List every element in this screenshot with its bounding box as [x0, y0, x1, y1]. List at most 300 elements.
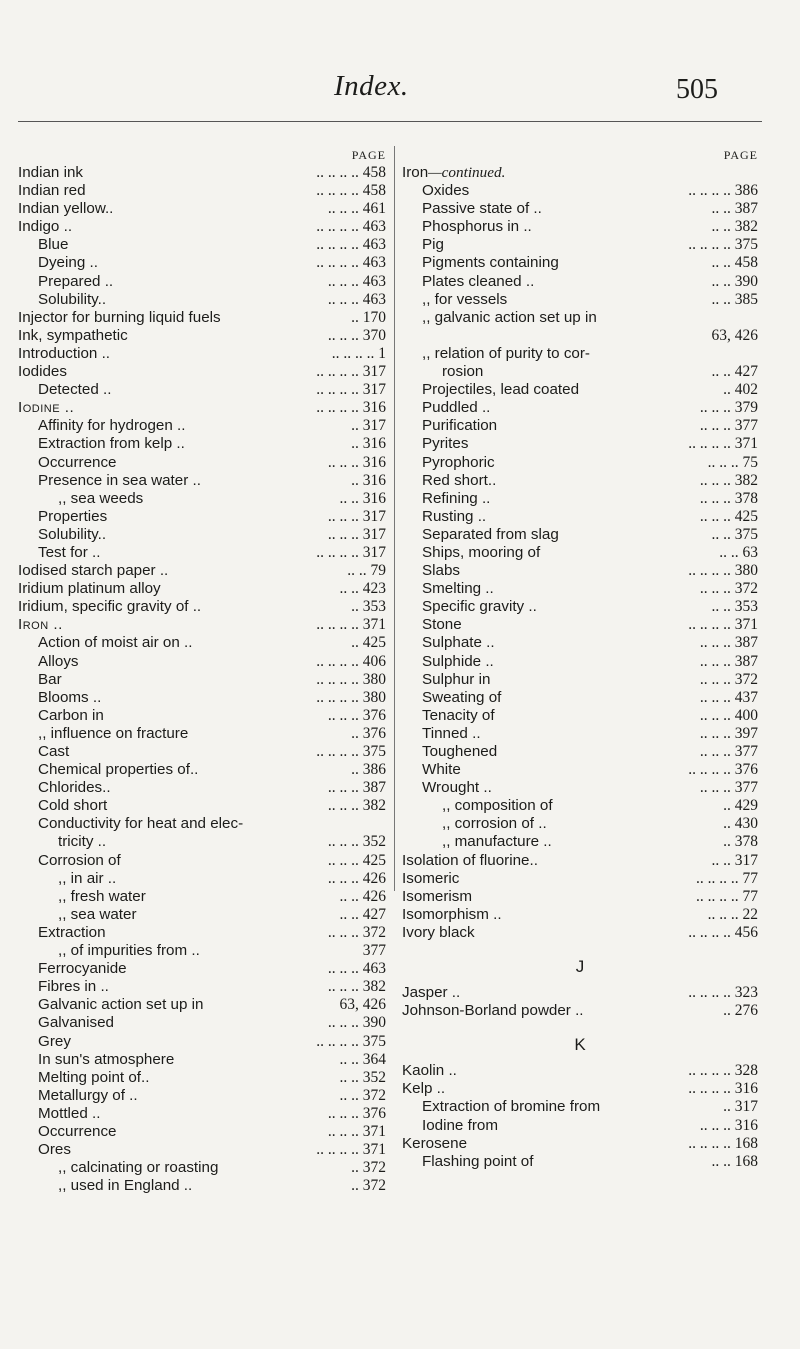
index-entry [402, 309, 758, 327]
index-entry [18, 381, 386, 399]
index-entry [402, 472, 758, 490]
entry-term: ,, corrosion of .. [442, 815, 547, 833]
entry-term: ,, galvanic action set up in [422, 308, 597, 326]
index-entry [18, 454, 386, 472]
entry-term: Properties [38, 507, 108, 525]
section-letter-k: K [574, 1035, 586, 1055]
index-entry [402, 1062, 758, 1080]
index-entry [18, 200, 386, 218]
index-entry [18, 653, 386, 671]
entry-pages: .. .. .. .. 1 [331, 344, 386, 362]
index-column-left [18, 146, 386, 1195]
entry-term: Indian ink [18, 164, 84, 181]
entry-pages: .. 170 [351, 308, 386, 326]
index-entry [18, 291, 386, 309]
entry-pages: .. .. .. 75 [707, 453, 758, 471]
index-entry [402, 797, 758, 815]
entry-pages: .. .. .. 426 [327, 869, 386, 887]
index-entry [18, 417, 386, 435]
entry-term: Refining .. [422, 489, 491, 507]
entry-pages: .. .. .. .. 386 [688, 182, 758, 200]
entry-pages: .. 316 [351, 471, 386, 489]
entry-pages: .. 317 [723, 1098, 758, 1116]
entry-term: Puddled .. [422, 399, 491, 417]
index-entry [18, 1159, 386, 1177]
entry-pages: .. .. 317 [711, 851, 758, 869]
entry-pages: .. .. .. 377 [699, 743, 758, 760]
entry-term: ,, manufacture .. [442, 833, 552, 851]
entry-pages: .. .. .. 371 [327, 1122, 386, 1140]
entry-term: Action of moist air on .. [38, 634, 193, 652]
entry-term: Affinity for hydrogen .. [38, 417, 186, 435]
entry-term: Occurrence [38, 453, 117, 471]
entry-pages: 377 [362, 942, 386, 960]
entry-term: ,, influence on fracture [38, 724, 189, 742]
entry-pages: .. .. 375 [711, 525, 758, 543]
entry-term: Grey [38, 1032, 71, 1050]
entry-pages: .. 372 [351, 1177, 386, 1195]
entry-term: Iodine .. [18, 399, 75, 417]
entry-pages: .. .. .. .. 316 [316, 399, 386, 417]
entry-term: Phosphorus in .. [422, 218, 532, 236]
index-entry [402, 725, 758, 743]
header-rule [18, 121, 762, 122]
entry-term: Pyrophoric [422, 453, 495, 471]
entry-term: Ferrocyanide [38, 960, 127, 978]
index-entry [402, 417, 758, 435]
entry-term: Tinned .. [422, 724, 481, 742]
entry-pages: .. .. .. 377 [699, 779, 758, 797]
entry-term: Plates cleaned .. [422, 272, 535, 290]
index-entry [402, 616, 758, 634]
index-entry [18, 508, 386, 526]
index-entry [18, 182, 386, 200]
index-entry [18, 761, 386, 779]
entry-term: Toughened [422, 743, 498, 760]
index-entry [18, 996, 386, 1014]
index-entry [402, 200, 758, 218]
section-letter-j: J [575, 957, 585, 977]
entry-pages: .. .. .. 317 [327, 525, 386, 543]
index-entry [18, 942, 386, 960]
index-entry [402, 671, 758, 689]
index-entry [402, 399, 758, 417]
entry-term: Smelting .. [422, 580, 494, 598]
entry-term: Injector for burning liquid fuels [18, 308, 221, 326]
entry-pages: .. .. .. .. 375 [316, 743, 386, 760]
page-column-label: PAGE [723, 148, 758, 162]
index-entry [402, 689, 758, 707]
entry-pages: .. .. .. 437 [699, 688, 758, 706]
entry-term: Blooms .. [38, 688, 102, 706]
index-entry [402, 779, 758, 797]
index-entry [402, 291, 758, 309]
entry-pages: .. 430 [723, 815, 758, 833]
index-entry [18, 1014, 386, 1032]
continued-note: —continued. [428, 164, 506, 181]
index-entry [402, 454, 758, 472]
entry-pages: .. 429 [723, 797, 758, 815]
index-entry [18, 218, 386, 236]
entry-pages: .. 372 [351, 1159, 386, 1177]
index-entry [402, 653, 758, 671]
index-entry [402, 435, 758, 453]
index-entry [18, 743, 386, 761]
left-entries [18, 164, 386, 1195]
entry-pages: .. .. .. 463 [327, 272, 386, 290]
entry-term: Rusting .. [422, 507, 487, 525]
index-entry [18, 598, 386, 616]
entry-pages: .. .. .. .. 317 [316, 543, 386, 561]
entry-pages: .. .. .. 425 [327, 851, 386, 869]
index-entry [402, 345, 758, 363]
entry-pages: .. .. .. .. 371 [688, 435, 758, 453]
entry-pages: .. .. .. .. 375 [688, 236, 758, 254]
entry-pages: .. .. .. .. 371 [316, 1141, 386, 1159]
index-entry [402, 815, 758, 833]
entry-term: ,, fresh water [58, 887, 146, 905]
entry-term: Sulphide .. [422, 652, 494, 670]
entry-term: Flashing point of [422, 1152, 534, 1170]
entry-pages: .. .. 427 [339, 905, 386, 923]
page-title: Index. [334, 70, 409, 102]
index-entry [402, 870, 758, 888]
entry-pages: .. 425 [351, 634, 386, 652]
entry-pages: .. .. .. 378 [699, 489, 758, 507]
entry-term: Mottled .. [38, 1104, 101, 1122]
entry-pages: .. .. .. .. 456 [688, 923, 758, 941]
index-entry [18, 490, 386, 508]
entry-term: Melting point of.. [38, 1068, 150, 1086]
index-entry [18, 363, 386, 381]
index-entry [18, 1069, 386, 1087]
index-entry [402, 1002, 758, 1020]
index-entry [402, 273, 758, 291]
right-entries-i [402, 182, 758, 942]
entry-term: Kelp .. [402, 1080, 446, 1098]
index-entry [402, 182, 758, 200]
index-entry [402, 508, 758, 526]
entry-pages: .. .. .. 463 [327, 960, 386, 978]
entry-pages: .. .. .. 376 [327, 706, 386, 724]
entry-pages: .. .. .. 316 [327, 453, 386, 471]
index-entry [402, 707, 758, 725]
entry-pages: .. .. 426 [339, 887, 386, 905]
entry-term: Red short.. [422, 471, 497, 489]
entry-term: Corrosion of [38, 851, 121, 869]
entry-pages: .. .. 427 [711, 363, 758, 381]
entry-pages: .. .. .. 317 [327, 507, 386, 525]
index-entry [18, 309, 386, 327]
entry-pages: .. .. .. 387 [699, 634, 758, 652]
running-head [0, 70, 800, 110]
index-entry [18, 273, 386, 291]
index-entry [402, 984, 758, 1002]
entry-pages: .. .. 353 [711, 598, 758, 616]
entry-term: Tenacity of [422, 706, 495, 724]
entry-term: Kaolin .. [402, 1062, 457, 1080]
entry-pages: .. .. .. .. 463 [316, 236, 386, 254]
entry-pages: .. .. .. 400 [699, 706, 758, 724]
index-entry [402, 833, 758, 851]
entry-pages: .. .. .. 316 [699, 1116, 758, 1134]
index-entry [18, 327, 386, 345]
index-entry [402, 562, 758, 580]
entry-pages: .. .. .. .. 323 [688, 984, 758, 1002]
entry-pages: .. 402 [723, 381, 758, 399]
entry-pages: .. .. .. 387 [699, 652, 758, 670]
entry-term: ,, composition of [442, 797, 553, 815]
entry-term: Detected .. [38, 381, 112, 399]
entry-pages: .. .. .. .. 371 [688, 616, 758, 634]
entry-pages: 63, 426 [339, 996, 386, 1014]
index-entry [18, 797, 386, 815]
page-column-label: PAGE [351, 148, 386, 162]
entry-pages: .. .. .. .. 371 [316, 616, 386, 634]
index-entry [18, 1087, 386, 1105]
entry-term: In sun's atmosphere [38, 1050, 175, 1068]
index-entry [402, 1080, 758, 1098]
entry-term: Stone [422, 616, 462, 634]
entry-pages: .. .. 390 [711, 272, 758, 290]
index-entry [402, 526, 758, 544]
index-entry [18, 1177, 386, 1195]
entry-pages: .. .. .. .. 316 [688, 1080, 758, 1098]
index-entry [18, 707, 386, 725]
index-entry [18, 544, 386, 562]
entry-term: Extraction from kelp .. [38, 435, 185, 453]
entry-term: Iridium platinum alloy [18, 580, 161, 598]
entry-term: Iodised starch paper .. [18, 562, 169, 580]
entry-term: Galvanic action set up in [38, 996, 204, 1014]
entry-pages: .. .. .. 425 [699, 507, 758, 525]
entry-term: ,, of impurities from .. [58, 942, 200, 960]
index-entry [18, 689, 386, 707]
index-entry [402, 743, 758, 761]
index-entry [402, 888, 758, 906]
index-entry [402, 1153, 758, 1171]
entry-term: Isomeric [402, 869, 460, 887]
entry-pages: .. .. .. 377 [699, 417, 758, 435]
entry-pages: .. .. .. 382 [327, 978, 386, 996]
index-entry [402, 598, 758, 616]
entry-pages: .. .. .. 372 [699, 670, 758, 688]
index-entry [18, 634, 386, 652]
entry-pages: .. .. .. .. 77 [696, 887, 758, 905]
entry-term: Isomerism [402, 887, 473, 905]
index-entry [18, 616, 386, 634]
entry-pages: .. .. .. .. 328 [688, 1062, 758, 1080]
entry-pages: 63, 426 [711, 326, 758, 344]
index-entry [18, 472, 386, 490]
entry-term: Carbon in [38, 706, 104, 724]
entry-term: Pyrites [422, 435, 469, 453]
index-entry [18, 345, 386, 363]
entry-term: Extraction [38, 923, 106, 941]
index-entry [18, 815, 386, 833]
entry-term: Introduction .. [18, 344, 111, 362]
index-entry [18, 254, 386, 272]
entry-term: Iron .. [18, 616, 63, 634]
page-number: 505 [676, 74, 718, 105]
entry-term: Blue [38, 236, 69, 254]
index-entry [18, 580, 386, 598]
entry-pages: .. 276 [723, 1002, 758, 1020]
entry-pages: .. .. .. .. 380 [688, 562, 758, 580]
entry-term: ,, calcinating or roasting [58, 1159, 219, 1177]
index-entry [402, 852, 758, 870]
entry-term: Separated from slag [422, 525, 559, 543]
entry-pages: .. .. .. .. 375 [316, 1032, 386, 1050]
index-entry [402, 381, 758, 399]
entry-pages: .. .. .. .. 406 [316, 652, 386, 670]
entry-term: Passive state of .. [422, 200, 542, 218]
entry-term: Ink, sympathetic [18, 326, 128, 344]
entry-term: Purification [422, 417, 498, 435]
entry-term: Dyeing .. [38, 254, 98, 272]
entry-pages: .. .. .. .. 376 [688, 761, 758, 779]
index-entry [402, 254, 758, 272]
entry-term: Chemical properties of.. [38, 761, 199, 779]
index-entry [18, 960, 386, 978]
entry-term: Wrought .. [422, 779, 492, 797]
entry-term: Projectiles, lead coated [422, 381, 580, 399]
entry-pages: .. 386 [351, 761, 386, 779]
entry-pages: .. 353 [351, 598, 386, 616]
entry-term: Ships, mooring of [422, 543, 541, 561]
entry-term: Indian red [18, 182, 86, 200]
index-entry [18, 435, 386, 453]
entry-term: Solubility.. [38, 525, 107, 543]
index-entry [18, 978, 386, 996]
entry-term: ,, sea weeds [58, 489, 144, 507]
entry-term: Jasper .. [402, 984, 461, 1002]
index-entry [402, 924, 758, 942]
index-entry [402, 1117, 758, 1135]
entry-pages: .. .. 79 [347, 562, 386, 580]
index-entry [18, 1141, 386, 1159]
entry-term: White [422, 761, 461, 779]
entry-pages: .. .. 168 [711, 1152, 758, 1170]
entry-pages: .. .. .. 397 [699, 724, 758, 742]
entry-pages: .. 316 [351, 435, 386, 453]
index-entry [18, 399, 386, 417]
entry-term: Slabs [422, 562, 460, 580]
entry-term: Iridium, specific gravity of .. [18, 598, 202, 616]
index-entry [18, 1051, 386, 1069]
entry-term: Ores [38, 1141, 71, 1159]
index-entry [402, 236, 758, 254]
right-entries-j [402, 984, 758, 1020]
entry-pages: .. .. 364 [339, 1050, 386, 1068]
entry-pages: .. .. .. .. 463 [316, 254, 386, 272]
entry-pages: .. .. .. 372 [327, 923, 386, 941]
entry-pages: .. .. .. .. 458 [316, 164, 386, 181]
index-entry [402, 363, 758, 381]
index-entry [18, 924, 386, 942]
index-entry [402, 906, 758, 924]
index-entry [18, 671, 386, 689]
entry-term: Sweating of [422, 688, 502, 706]
entry-pages: .. .. 63 [719, 543, 758, 561]
entry-pages: .. .. 423 [339, 580, 386, 598]
entry-pages: .. .. .. 382 [327, 797, 386, 815]
entry-term: Indian yellow.. [18, 200, 114, 218]
index-entry [402, 1135, 758, 1153]
index-entry [18, 236, 386, 254]
entry-pages: .. .. .. .. 380 [316, 688, 386, 706]
index-entry [18, 526, 386, 544]
entry-pages: .. .. .. 376 [327, 1104, 386, 1122]
entry-pages: .. .. .. 387 [327, 779, 386, 797]
index-entry [18, 164, 386, 182]
entry-term: tricity .. [58, 833, 107, 851]
index-entry [18, 833, 386, 851]
index-entry [18, 779, 386, 797]
entry-pages: .. .. 352 [339, 1068, 386, 1086]
entry-pages: .. .. .. .. 380 [316, 670, 386, 688]
entry-pages: .. .. .. .. 168 [688, 1134, 758, 1152]
entry-pages: .. .. .. 382 [699, 471, 758, 489]
entry-pages: .. .. .. .. 77 [696, 869, 758, 887]
entry-term: ,, sea water [58, 905, 137, 923]
index-entry [18, 1033, 386, 1051]
index-entry [18, 725, 386, 743]
index-entry [18, 852, 386, 870]
right-entries-k [402, 1062, 758, 1171]
entry-term: Iodine from [422, 1116, 498, 1134]
entry-term: ,, in air .. [58, 869, 117, 887]
continued-heading [402, 164, 758, 182]
entry-term: Pigments containing [422, 254, 559, 272]
index-entry [402, 761, 758, 779]
entry-term: Kerosene [402, 1134, 468, 1152]
entry-pages: .. 317 [351, 417, 386, 435]
entry-term: Test for .. [38, 543, 101, 561]
index-entry [402, 544, 758, 562]
index-entry [18, 1105, 386, 1123]
entry-pages: .. .. 385 [711, 290, 758, 308]
entry-term: ,, used in England .. [58, 1177, 193, 1195]
entry-term: Presence in sea water .. [38, 471, 201, 489]
entry-pages: .. .. .. 461 [327, 200, 386, 218]
entry-pages: .. .. .. 372 [699, 580, 758, 598]
entry-term: Cast [38, 743, 70, 760]
entry-term: Cold short [38, 797, 108, 815]
entry-term: Indigo .. [18, 218, 73, 236]
index-entry [402, 580, 758, 598]
entry-term: Occurrence [38, 1122, 117, 1140]
entry-pages: .. .. .. .. 458 [316, 182, 386, 200]
entry-term: Solubility.. [38, 290, 107, 308]
entry-pages: .. .. .. .. 317 [316, 363, 386, 381]
continued-main: Iron [402, 164, 429, 181]
entry-pages: .. .. 458 [711, 254, 758, 272]
entry-term: Chlorides.. [38, 779, 111, 797]
entry-pages: .. .. 382 [711, 218, 758, 236]
entry-pages: .. .. 387 [711, 200, 758, 218]
index-column-right [402, 146, 758, 1171]
entry-pages: .. .. .. 379 [699, 399, 758, 417]
entry-term: Prepared .. [38, 272, 114, 290]
entry-term: Extraction of bromine from [422, 1098, 601, 1116]
entry-pages: .. 378 [723, 833, 758, 851]
entry-term: rosion [442, 363, 484, 381]
entry-pages: .. .. .. 390 [327, 1014, 386, 1032]
entry-term: Metallurgy of .. [38, 1086, 138, 1104]
entry-term: Fibres in .. [38, 978, 109, 996]
index-entry [402, 327, 758, 345]
